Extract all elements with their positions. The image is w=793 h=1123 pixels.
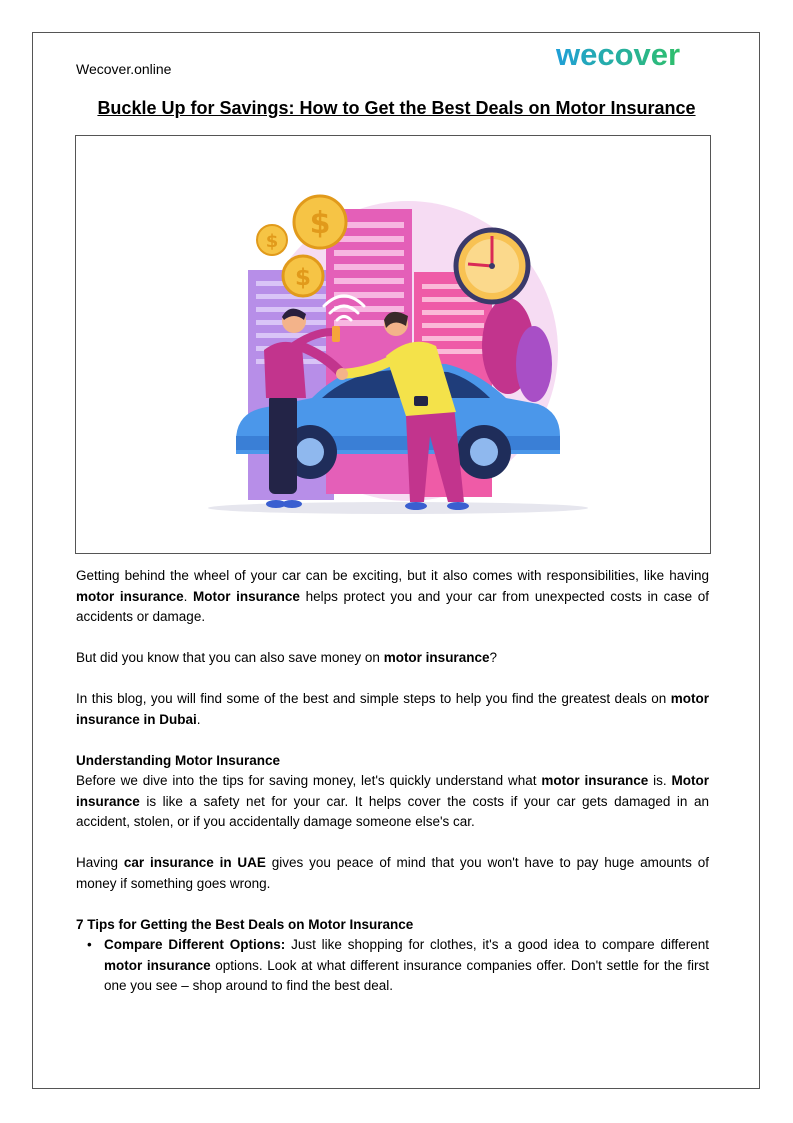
logo-text: wecover — [556, 37, 681, 72]
article-body — [76, 566, 709, 997]
svg-text:$: $ — [309, 206, 331, 241]
svg-text:$: $ — [294, 265, 312, 291]
list-item: • Compare Different Options: Just like shopping for clothes, it's a good idea to compare different motor insurance options. Look at what different insurance companies offer. Don't settle for the first one you see – shop around to find the best deal. — [87, 937, 709, 993]
coin-icon — [283, 256, 323, 296]
clock-icon — [456, 230, 528, 302]
section-heading-understanding: Understanding Motor Insurance — [76, 752, 281, 768]
section1-paragraph-2: Having car insurance in UAE gives you peace of mind that you won't have to pay huge amounts of money if something goes wrong. — [76, 855, 709, 891]
section1-paragraph-1: Before we dive into the tips for saving money, let's quickly understand what motor insurance is. Motor insurance is like a safety net for your car. It helps cover the costs if your car gets damaged in an accident, stolen, or if you accidentally damage someone else's car. — [76, 773, 709, 829]
intro-paragraph-3: In this blog, you will find some of the best and simple steps to help you find the greatest deals on motor insurance in Dubai. — [76, 691, 709, 727]
coin-icon — [257, 225, 287, 255]
bullet-icon: • — [87, 937, 92, 952]
intro-paragraph-2: But did you know that you can also save money on motor insurance? — [76, 650, 497, 665]
coin-icon — [294, 196, 346, 248]
section-heading-tips: 7 Tips for Getting the Best Deals on Motor Insurance — [76, 916, 414, 932]
site-name: Wecover.online — [76, 61, 172, 77]
wecover-logo — [556, 36, 698, 72]
car-insurance-handshake-illustration — [76, 136, 710, 553]
svg-text:$: $ — [265, 231, 279, 252]
page-title: Buckle Up for Savings: How to Get the Best Deals on Motor Insurance — [97, 98, 696, 118]
tips-list — [76, 935, 709, 997]
illustration-frame — [75, 135, 711, 554]
intro-paragraph-1: Getting behind the wheel of your car can be exciting, but it also comes with responsibilities, like having motor insurance. Motor insurance helps protect you and your car from unexpected costs in case of accidents or damage. — [76, 568, 709, 624]
